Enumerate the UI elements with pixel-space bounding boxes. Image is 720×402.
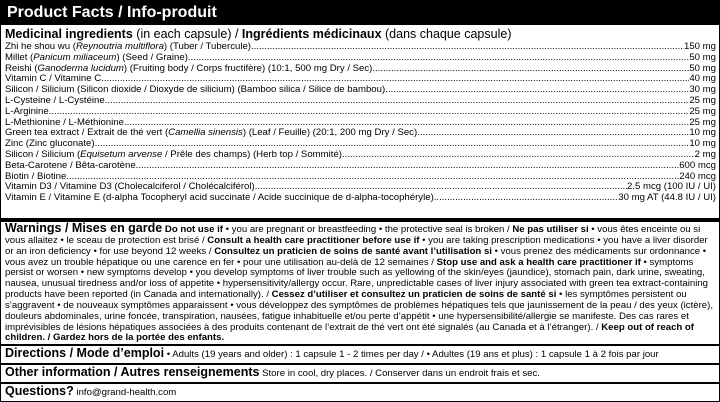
ingredient-name: Beta-Carotene / Bêta-carotène <box>5 159 136 171</box>
leader-dots <box>49 107 690 118</box>
questions-contact: info@grand-health.com <box>73 387 177 398</box>
leader-dots <box>105 96 690 107</box>
leader-dots <box>342 150 695 161</box>
warning-text: • you are taking prescription medications • you have a liver disorder or an iron deficiency • for use beyond 12 weeks / <box>5 234 708 257</box>
directions-title: Directions / Mode d’emploi <box>5 346 165 360</box>
other-information-title: Other information / Autres renseignements <box>5 365 260 379</box>
warning-text: • vous êtes enceinte ou si vous allaitez • le sceau de protection est brisé / <box>5 224 701 246</box>
ingredient-amount: 25 mg <box>689 105 716 117</box>
warning-heading: Do not use if <box>162 224 226 235</box>
ingredient-name: Vitamin D3 / Vitamine D3 (Cholecalciferol / Cholécalciférol) <box>5 181 255 193</box>
ingredient-name: Vitamin C / Vitamine C <box>5 73 102 85</box>
leader-dots <box>434 193 618 204</box>
warnings-title: Warnings / Mises en garde <box>5 221 163 235</box>
leader-dots <box>417 128 689 139</box>
ingredient-name: Silicon / Silicium (Equisetum arvense / Prêle des champs) (Herb top / Sommité) <box>5 148 342 160</box>
directions-text: • Adults (19 years and older) : 1 capsule 1 - 2 times per day / • Adultes (19 ans et plus) : 1 capsule 1 à 2 fois par jour <box>164 349 659 360</box>
ingredient-amount: 30 mg <box>689 84 716 96</box>
leader-dots <box>372 64 689 75</box>
warning-text: • you are pregnant or breastfeeding • the protective seal is broken / <box>225 224 513 235</box>
ingredient-row <box>5 64 716 75</box>
warning-heading: Keep out of reach of children. / Gardez hors de la portée des enfants. <box>5 321 694 344</box>
ingredient-name: Reishi (Ganoderma lucidum) (Fruiting body / Corps fructifère) (10:1, 500 mg Dry / Sec) <box>5 62 373 74</box>
ingredient-name: Zinc (Zinc gluconate) <box>5 138 95 150</box>
ingredient-amount: 50 mg <box>689 62 716 74</box>
warning-heading: Stop use and ask a health care practitioner if <box>436 256 644 268</box>
ingredient-row <box>5 161 716 172</box>
questions-title: Questions? <box>5 384 74 398</box>
ingredient-amount: 600 mcg <box>679 159 716 171</box>
ingredient-row <box>5 193 716 204</box>
ingredient-name: L-Methionine / L-Méthionine <box>5 116 124 128</box>
warning-text: • symptoms persist or worsen • new symptoms develop • you develop symptoms of liver trouble such as yellowing of the skin/eyes (jaundice), stomach pain, dark urine, sweating, nausea, unusual tiredness and/or loss of appetite • hypersensitivity/allergy occur. Rare, unpredictable cases of liver injury associated with green tea extract-containing products have been reported (in Canada and internationally). / <box>5 256 709 301</box>
leader-dots <box>251 42 684 53</box>
ingredient-amount: 240 mcg <box>679 170 716 182</box>
warnings-section <box>1 223 719 344</box>
ingredient-name: Biotin / Biotine <box>5 170 67 182</box>
ingredient-name: Silicon / Silicium (Silicon dioxide / Dioxyde de silicium) (Bamboo silica / Silice de bambou) <box>5 84 386 96</box>
ingredient-amount: 40 mg <box>689 73 716 85</box>
ingredient-amount: 30 mg AT (44.8 IU / UI) <box>618 192 716 204</box>
ingredient-amount: 50 mg <box>689 51 716 63</box>
warning-heading: Ne pas utiliser si <box>512 224 592 235</box>
other-information-section <box>1 364 719 382</box>
ingredient-amount: 25 mg <box>689 94 716 106</box>
medicinal-ingredients-section <box>1 27 719 204</box>
warning-heading: Cessez d’utiliser et consultez un praticien de soins de santé si <box>271 289 560 301</box>
ingredient-name: Millet (Panicum miliaceum) (Seed / Graine) <box>5 51 188 63</box>
questions-section <box>1 383 719 401</box>
ingredient-row <box>5 128 716 139</box>
ingredient-row <box>5 96 716 107</box>
ingredient-amount: 25 mg <box>689 116 716 128</box>
ingredient-amount: 2 mg <box>694 148 716 160</box>
warning-heading: Consult a health care practitioner before use if <box>207 234 423 246</box>
warnings-text <box>5 224 713 343</box>
warning-text: • vous prenez des médicaments sur ordonnance • vous avez un trouble hépatique ou une carence en fer • pour une utilisation au-delà de 12 semaines / <box>5 245 707 268</box>
ingredient-name: Zhi he shou wu (Reynoutria multiflora) (Tuber / Tubercule) <box>5 41 252 52</box>
ingredient-amount: 150 mg <box>684 41 716 52</box>
panel-header: Product Facts / Info-produit <box>1 1 719 25</box>
directions-section <box>1 345 719 363</box>
medicinal-title: Medicinal ingredients (in each capsule) / Ingrédients médicinaux (dans chaque capsule) <box>5 27 512 41</box>
leader-dots <box>385 85 689 96</box>
ingredient-amount: 2.5 mcg (100 IU / UI) <box>626 181 716 193</box>
ingredient-amount: 10 mg <box>689 138 716 150</box>
ingredient-name: Vitamin E / Vitamine E (d-alpha Tocopheryl acid succinate / Acide succinique de d-alpha-tocophéryle) <box>5 192 434 204</box>
other-information-text: Store in cool, dry places. / Conserver dans un endroit frais et sec. <box>259 368 540 379</box>
ingredient-amount: 10 mg <box>689 127 716 139</box>
leader-dots <box>136 161 680 172</box>
ingredient-name: L-Arginine <box>5 105 49 117</box>
ingredient-name: Green tea extract / Extrait de thé vert (Camellia sinensis) (Leaf / Feuille) (20:1, 200 mg Dry / Sec) <box>5 127 418 139</box>
ingredient-name: L-Cysteine / L-Cystéine <box>5 94 105 106</box>
warning-text: • les symptômes persistent ou s’aggravent • de nouveaux symptômes apparaissent • vous développez des symptômes de problèmes hépatiques tels que jaunissement de la peau / des yeux (ictère), douleurs abdominales, urine foncée, transpiration, nausées, fatigue inhabituelle et/ou perte d’appétit • une hypersensibilité/allergie se manifeste. Des cas rares et imprévisibles de lésions hépatiques associées à des produits contenant de l’extrait de thé vert ont été signalés (au Canada et à l’étranger). / <box>5 289 713 333</box>
ingredient-list <box>5 42 716 204</box>
warning-heading: Consultez un praticien de soins de santé avant l’utilisation si <box>214 245 495 257</box>
ingredient-row <box>5 85 716 96</box>
